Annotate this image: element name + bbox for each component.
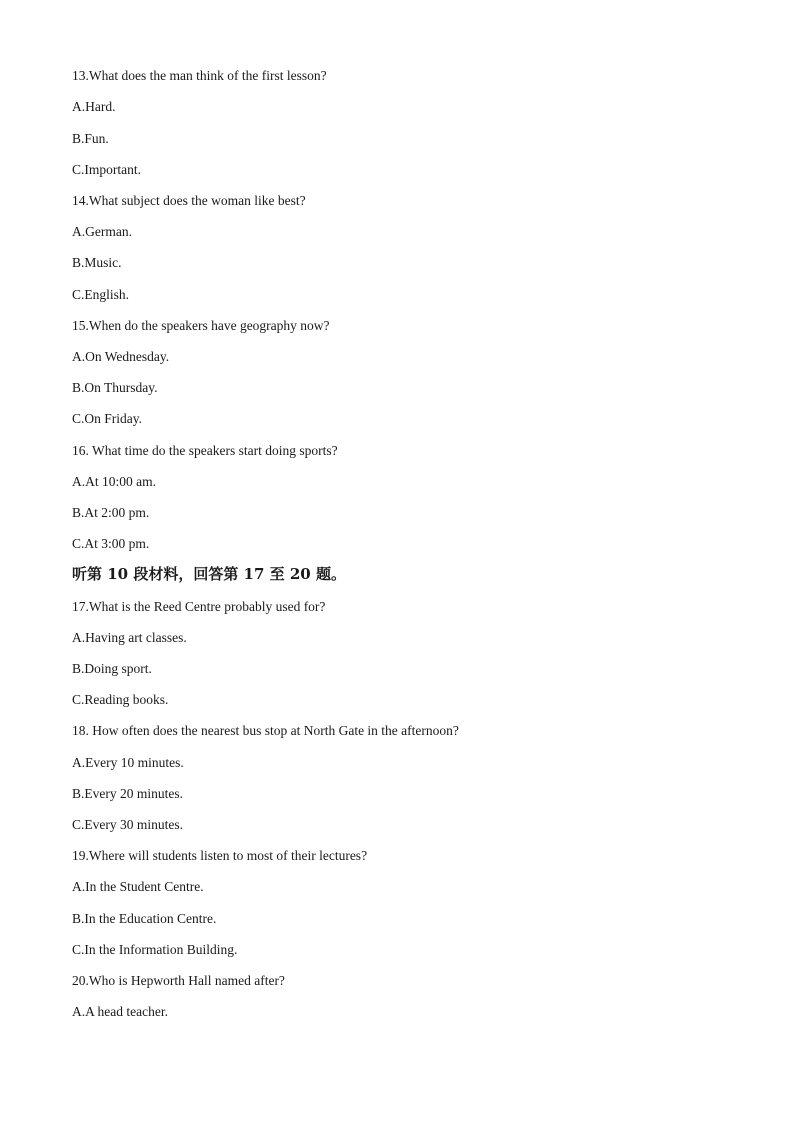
question-14: 14.What subject does the woman like best? [72,193,306,208]
option-13-b: B.Fun. [72,131,109,146]
option-13-c: C.Important. [72,162,141,177]
option-13-a: A.Hard. [72,99,116,114]
option-18-b: B.Every 20 minutes. [72,786,183,801]
question-20: 20.Who is Hepworth Hall named after? [72,973,285,988]
option-18-c: C.Every 30 minutes. [72,817,183,832]
option-20-a: A.A head teacher. [72,1004,168,1019]
option-17-b: B.Doing sport. [72,661,152,676]
option-19-a: A.In the Student Centre. [72,879,204,894]
option-15-a: A.On Wednesday. [72,349,170,364]
section-heading: 听第 10 段材料，回答第 17 至 20 题。 [72,565,346,583]
option-18-a: A.Every 10 minutes. [72,755,184,770]
question-19: 19.Where will students listen to most of their lectures? [72,848,368,863]
question-15: 15.When do the speakers have geography now? [72,318,330,333]
option-17-c: C.Reading books. [72,692,169,707]
option-15-c: C.On Friday. [72,411,142,426]
option-16-a: A.At 10:00 am. [72,474,156,489]
question-16: 16. What time do the speakers start doing sports? [72,443,338,458]
option-16-b: B.At 2:00 pm. [72,505,150,520]
option-17-a: A.Having art classes. [72,630,187,645]
question-13: 13.What does the man think of the first lesson? [72,68,327,83]
question-18: 18. How often does the nearest bus stop at North Gate in the afternoon? [72,723,459,738]
option-14-a: A.German. [72,224,132,239]
question-17: 17.What is the Reed Centre probably used for? [72,599,326,614]
option-19-c: C.In the Information Building. [72,942,238,957]
option-19-b: B.In the Education Centre. [72,911,217,926]
option-16-c: C.At 3:00 pm. [72,536,150,551]
option-15-b: B.On Thursday. [72,380,158,395]
option-14-c: C.English. [72,287,130,302]
option-14-b: B.Music. [72,255,122,270]
